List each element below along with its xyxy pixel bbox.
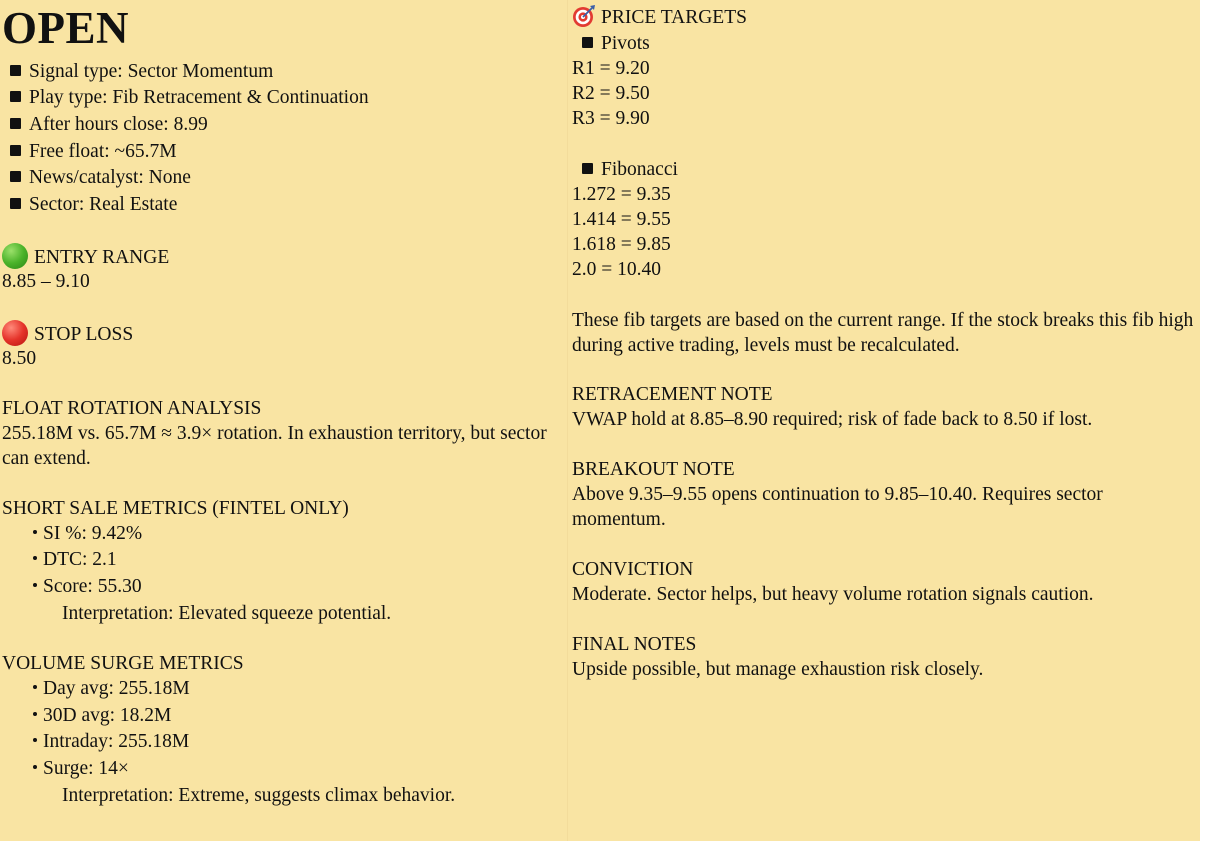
bullet-icon (33, 738, 37, 742)
short-sale-heading: SHORT SALE METRICS (FINTEL ONLY) (2, 498, 349, 519)
square-bullet-icon (10, 145, 21, 156)
detail-play-type: Play type: Fib Retracement & Continuation (10, 85, 369, 110)
final-notes-heading: FINAL NOTES (572, 634, 697, 655)
bullet-icon (33, 685, 37, 689)
bullet-icon (33, 530, 37, 534)
fib-1272: 1.272 = 9.35 (572, 184, 671, 205)
fibonacci-label: Fibonacci (582, 157, 678, 182)
ticker-title: OPEN (2, 3, 130, 53)
red-circle-icon (2, 320, 28, 346)
short-sale-item-dtc: DTC: 2.1 (33, 547, 117, 572)
pivot-r2: R2 = 9.50 (572, 83, 650, 104)
breakout-heading: BREAKOUT NOTE (572, 459, 735, 480)
square-bullet-icon (582, 37, 593, 48)
retracement-text: VWAP hold at 8.85–8.90 required; risk of fade back to 8.50 if lost. (572, 409, 1093, 430)
bullet-icon (33, 583, 37, 587)
bullet-icon (33, 712, 37, 716)
detail-free-float: Free float: ~65.7M (10, 139, 177, 164)
conviction-text: Moderate. Sector helps, but heavy volume rotation signals caution. (572, 584, 1094, 605)
detail-sector: Sector: Real Estate (10, 192, 177, 217)
square-bullet-icon (10, 65, 21, 76)
pivots-label: Pivots (582, 31, 650, 56)
volume-heading: VOLUME SURGE METRICS (2, 653, 244, 674)
volume-item-surge: Surge: 14× (33, 756, 129, 781)
fib-1414: 1.414 = 9.55 (572, 209, 671, 230)
short-sale-item-score: Score: 55.30 (33, 574, 142, 599)
square-bullet-icon (10, 118, 21, 129)
bullet-icon (33, 556, 37, 560)
stop-loss-value: 8.50 (2, 348, 37, 369)
stop-loss-heading: STOP LOSS (2, 320, 133, 347)
final-notes-text: Upside possible, but manage exhaustion risk closely. (572, 659, 984, 680)
left-column (0, 0, 568, 841)
conviction-heading: CONVICTION (572, 559, 694, 580)
detail-news-catalyst: News/catalyst: None (10, 165, 191, 190)
detail-after-hours-close: After hours close: 8.99 (10, 112, 208, 137)
square-bullet-icon (582, 163, 593, 174)
right-column (572, 0, 1200, 841)
fib-1618: 1.618 = 9.85 (572, 234, 671, 255)
fib-20: 2.0 = 10.40 (572, 259, 661, 280)
fib-targets-note: These fib targets are based on the current range. If the stock breaks this fib high during active trading, levels must be recalculated. (572, 310, 1194, 356)
target-dart-icon (572, 4, 596, 28)
green-circle-icon (2, 243, 28, 269)
breakout-text: Above 9.35–9.55 opens continuation to 9.85–10.40. Requires sector momentum. (572, 484, 1103, 530)
entry-range-value: 8.85 – 9.10 (2, 271, 90, 292)
bullet-icon (33, 765, 37, 769)
float-rotation-heading: FLOAT ROTATION ANALYSIS (2, 398, 262, 419)
retracement-heading: RETRACEMENT NOTE (572, 384, 773, 405)
volume-item-intraday: Intraday: 255.18M (33, 729, 189, 754)
square-bullet-icon (10, 91, 21, 102)
entry-range-heading: ENTRY RANGE (2, 243, 169, 270)
volume-interpretation: Interpretation: Extreme, suggests climax behavior. (62, 785, 456, 806)
price-targets-heading: PRICE TARGETS (572, 4, 747, 30)
pivot-r1: R1 = 9.20 (572, 58, 650, 79)
float-rotation-text: 255.18M vs. 65.7M ≈ 3.9× rotation. In exhaustion territory, but sector can extend. (2, 423, 547, 469)
volume-item-30d-avg: 30D avg: 18.2M (33, 703, 171, 728)
short-sale-interpretation: Interpretation: Elevated squeeze potential. (62, 603, 392, 624)
short-sale-item-si: SI %: 9.42% (33, 521, 142, 546)
square-bullet-icon (10, 171, 21, 182)
volume-item-day-avg: Day avg: 255.18M (33, 676, 190, 701)
pivot-r3: R3 = 9.90 (572, 108, 650, 129)
detail-signal-type: Signal type: Sector Momentum (10, 59, 273, 84)
square-bullet-icon (10, 198, 21, 209)
